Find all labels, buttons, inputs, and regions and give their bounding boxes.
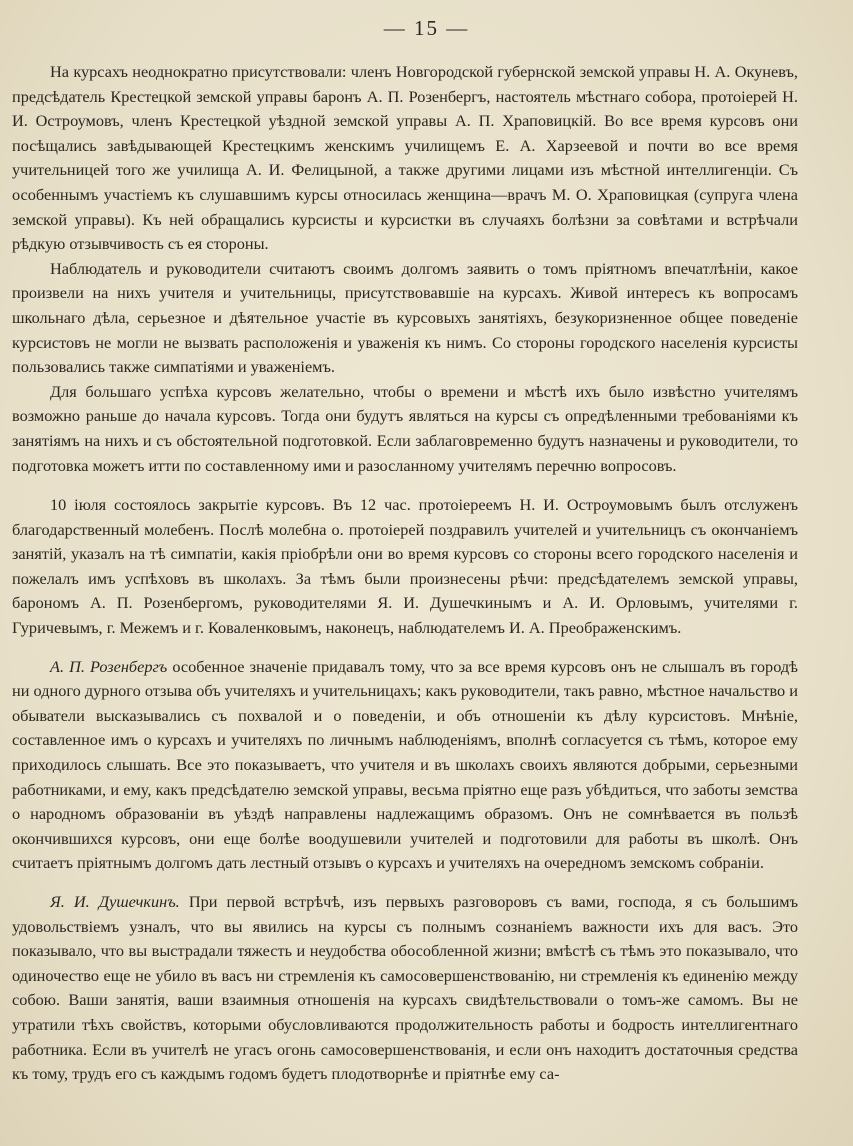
paragraph-visitors: На курсахъ неоднократно присутствовали: членъ Новгородской губернской земской управы Н. А. Окуневъ, предсѣдатель Крестецкой земской управы баронъ А. П. Розенбергъ, настоятель мѣстнаго собора, протоіерей Н. И. Остроумовъ, членъ Крестецкой уѣздной земской управы А. П. Храповицкій. Во все время курсовъ они посѣщались завѣдывающей Крестецкимъ женскимъ училищемъ Е. А. Харзеевой и почти во все время учительницей того же училища А. И. Фелицыной, а также другими лицами изъ мѣстной интеллигенціи. Съ особеннымъ участіемъ къ слушавшимъ курсы относилась женщина—врачъ М. О. Храповицкая (супруга члена земской управы). Къ ней обращались курсисты и курсистки въ случаяхъ болѣзни за совѣтами и встрѣчали рѣдкую отзывчивость съ ея стороны. <box>12 62 798 254</box>
paragraph-closing: 10 іюля состоялось закрытіе курсовъ. Въ 12 час. протоіереемъ Н. И. Остроумовымъ былъ отслуженъ благодарственный молебенъ. Послѣ молебна о. протоіерей поздравилъ учителей и учительницъ съ окончаніемъ занятій, указалъ на тѣ симпатіи, какія пріобрѣли они во время курсовъ со стороны всего городского населенія и пожелалъ имъ успѣховъ въ школахъ. За тѣмъ были произнесены рѣчи: предсѣдателемъ земской управы, барономъ А. П. Розенбергомъ, руководителями Я. И. Душечкинымъ и А. И. Орловымъ, учителями г. Гуричевымъ, г. Межемъ и г. Коваленковымъ, наконецъ, наблюдателемъ И. А. Преображенскимъ. <box>12 495 798 638</box>
paragraph-recommendation: Для большаго успѣха курсовъ желательно, чтобы о времени и мѣстѣ ихъ было извѣстно учителямъ возможно раньше до начала курсовъ. Тогда они будутъ являться на курсы съ опредѣленными требованіями къ занятіямъ на нихъ и съ обстоятельной подготовкой. Если заблаговременно будутъ назначены и руководители, то подготовка можетъ итти по составленному ими и разосланному учителямъ перечню вопросовъ. <box>12 381 798 475</box>
speech-text: При первой встрѣчѣ, изъ первыхъ разговоровъ съ вами, господа, я съ большимъ удовольствіемъ узналъ, что вы явились на курсы съ полнымъ сознаніемъ важности ихъ для васъ. Это показывало, что вы выстрадали тяжесть и неудобства обособленной жизни; вмѣстѣ съ тѣмъ это показывало, что одиночество еще не убило въ васъ ни стремленія къ самосовершенствованію, ни стремленія къ единенію между собою. Ваши занятія, ваши взаимныя отношенія на курсахъ свидѣтельствовали о томъ-же самомъ. Вы не утратили тѣхъ свойствъ, которыми обусловливаются продолжительность работы и бодрость интеллигентнаго работника. Если въ учителѣ не угасъ огонь самосовершенствованія, и если онъ находитъ достаточныя средства къ тому, трудъ его съ каждымъ годомъ будетъ плодотворнѣе и пріятнѣе ему са- <box>12 892 799 1084</box>
body-text <box>12 60 798 1087</box>
paragraph-impression: Наблюдатель и руководители считаютъ своимъ долгомъ заявить о томъ пріятномъ впечатлѣніи, какое произвели на нихъ учителя и учительницы, присутствовавшіе на курсахъ. Живой интересъ къ вопросамъ школьнаго дѣла, серьезное и дѣятельное участіе въ курсовыхъ занятіяхъ, безукоризненное общее поведеніе курсистовъ не могли не вызвать расположенія и уваженія къ нимъ. Со стороны городского населенія курсисты пользовались также симпатіями и уваженіемъ. <box>12 258 798 377</box>
page-number: — 15 — <box>383 16 470 40</box>
speaker-name: А. П. Розенбергъ <box>50 656 168 676</box>
paragraph-rosenberg <box>12 655 798 876</box>
speech-text: особенное значеніе придавалъ тому, что за все время курсовъ онъ не слышалъ въ городѣ ни одного дурного отзыва объ учителяхъ и учительницахъ; какъ руководители, такъ равно, мѣстное начальство и обыватели высказывались съ похвалой и о поведеніи, и объ отношеніи къ дѣлу курсистовъ. Мнѣніе, составленное имъ о курсахъ и учителяхъ по личнымъ наблюденіямъ, вполнѣ согласуется съ тѣмъ, которое ему приходилось слышать. Все это показываетъ, что учителя и въ школахъ своихъ являются добрыми, серьезными работниками, и ему, какъ предсѣдателю земской управы, весьма пріятно еще разъ убѣдиться, что заботы земства о народномъ образованіи въ уѣздѣ направлены надлежащимъ образомъ. Онъ не сомнѣвается въ пользѣ окончившихся курсовъ, они еще болѣе воодушевили учителей и подготовили для работы въ школѣ. Онъ считаетъ пріятнымъ долгомъ дать лестный отзывъ о курсахъ и учителяхъ на очередномъ земскомъ собраніи. <box>12 656 798 873</box>
speaker-name: Я. И. Душечкинъ. <box>50 892 180 911</box>
paragraph-dushechkin <box>12 890 798 1087</box>
